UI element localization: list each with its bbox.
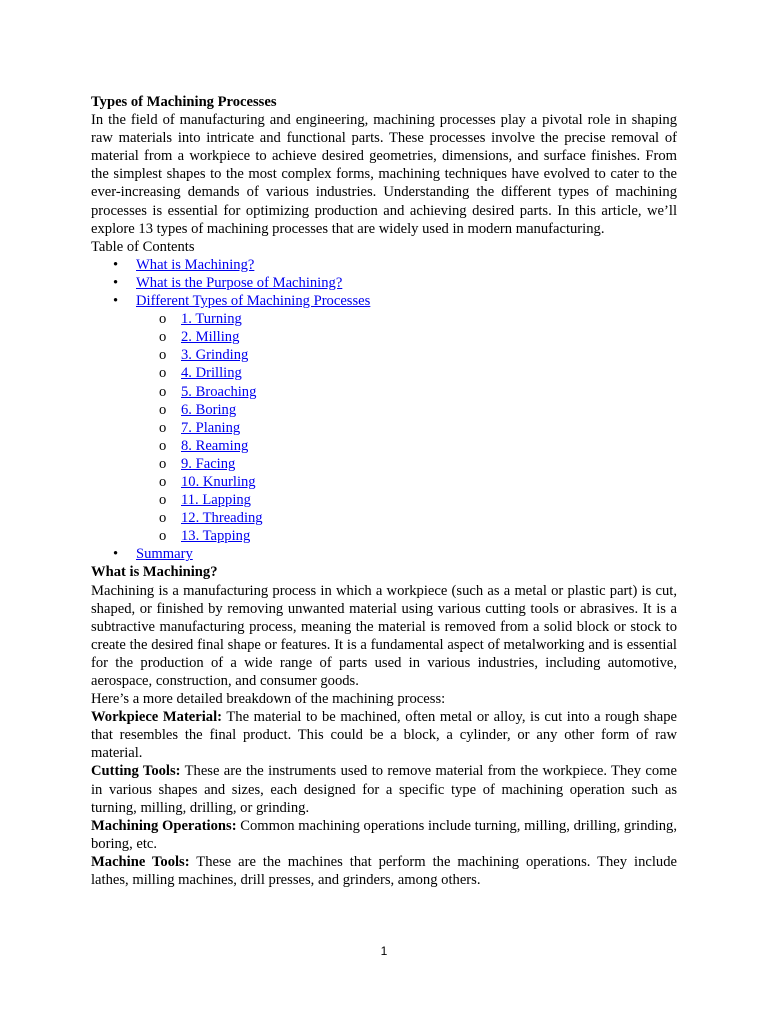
toc-link-threading[interactable]: 12. Threading — [181, 510, 263, 527]
toc-link-types[interactable]: Different Types of Machining Processes — [136, 293, 371, 310]
definition-text: The material to be machined, often metal or alloy, is cut into a rough shape that resembles the final product. This could be a block, a cylinder, or any other form of raw material. — [91, 709, 677, 762]
toc-link-knurling[interactable]: 10. Knurling — [181, 473, 256, 490]
section-heading: What is Machining? — [91, 564, 218, 581]
toc-sub-item — [136, 364, 677, 382]
toc-sub-item — [136, 491, 677, 509]
definition-term: Machine Tools: — [91, 853, 190, 870]
toc-item — [91, 545, 677, 563]
toc-sub-item — [136, 346, 677, 364]
toc-sub-item — [136, 328, 677, 346]
toc-sub-item — [136, 310, 677, 328]
bullet-icon: • — [113, 293, 119, 310]
toc-label: Table of Contents — [91, 238, 195, 255]
page-number: 1 — [380, 944, 388, 958]
definition-term: Workpiece Material: — [91, 709, 223, 726]
definition-term: Machining Operations: — [91, 817, 237, 834]
toc-sub-list — [91, 310, 677, 545]
toc-item — [91, 292, 677, 310]
toc-link-drilling[interactable]: 4. Drilling — [181, 365, 242, 382]
toc-link-boring[interactable]: 6. Boring — [181, 401, 237, 418]
toc-sub-item — [136, 455, 677, 473]
sub-bullet-icon: o — [159, 492, 167, 509]
table-of-contents — [91, 256, 677, 310]
toc-link-turning[interactable]: 1. Turning — [181, 311, 242, 328]
document-page — [91, 93, 677, 889]
toc-link-reaming[interactable]: 8. Reaming — [181, 437, 249, 454]
table-of-contents-end — [91, 545, 677, 563]
definition-machining-operations — [91, 817, 677, 853]
definition-text: These are the instruments used to remove material from the workpiece. They come in various shapes and sizes, each designed for a specific type of machining operation such as turning, milling, drilling, or grinding. — [91, 763, 677, 816]
sub-bullet-icon: o — [159, 473, 167, 490]
toc-sub-item — [136, 527, 677, 545]
toc-link-purpose[interactable]: What is the Purpose of Machining? — [136, 274, 343, 291]
definition-text: Common machining operations include turning, milling, drilling, grinding, boring, etc. — [91, 817, 677, 852]
sub-bullet-icon: o — [159, 510, 167, 527]
toc-item — [91, 274, 677, 292]
toc-link-broaching[interactable]: 5. Broaching — [181, 383, 257, 400]
toc-sub-item — [136, 419, 677, 437]
sub-bullet-icon: o — [159, 528, 167, 545]
toc-link-facing[interactable]: 9. Facing — [181, 455, 236, 472]
bullet-icon: • — [113, 546, 119, 563]
sub-bullet-icon: o — [159, 329, 167, 346]
sub-bullet-icon: o — [159, 383, 167, 400]
sub-bullet-icon: o — [159, 401, 167, 418]
definition-text: These are the machines that perform the machining operations. They include lathes, milling machines, drill presses, and grinders, among others. — [91, 853, 678, 889]
toc-sub-item — [136, 509, 677, 527]
bullet-icon: • — [113, 274, 119, 291]
sub-bullet-icon: o — [159, 347, 167, 364]
toc-link-lapping[interactable]: 11. Lapping — [181, 492, 251, 509]
sub-bullet-icon: o — [159, 365, 167, 382]
toc-sub-item — [136, 437, 677, 455]
definition-cutting-tools — [91, 762, 677, 816]
bullet-icon: • — [113, 256, 119, 273]
sub-bullet-icon: o — [159, 437, 167, 454]
toc-link-grinding[interactable]: 3. Grinding — [181, 347, 249, 364]
intro-paragraph: In the field of manufacturing and engineering, machining processes play a pivotal role in shaping raw materials into intricate and functional parts. These processes involve the precise removal of material from a workpiece to achieve desired geometries, dimensions, and surface finishes. From the simplest shapes to the most complex forms, machining techniques have evolved to cater to the ever-increasing demands of various industries. Understanding the different types of machining processes is essential for optimizing production and achieving desired parts. In this article, we’ll explore 13 types of machining processes that are widely used in modern manufacturing. — [91, 112, 677, 237]
toc-sub-item — [136, 473, 677, 491]
breakdown-intro: Here’s a more detailed breakdown of the machining process: — [91, 691, 446, 708]
sub-bullet-icon: o — [159, 419, 167, 436]
toc-link-milling[interactable]: 2. Milling — [181, 329, 240, 346]
definition-workpiece — [91, 708, 677, 762]
section-paragraph: Machining is a manufacturing process in which a workpiece (such as a metal or plastic part) is cut, shaped, or finished by removing unwanted material using various cutting tools or abrasives. It is a subtractive manufacturing process, meaning the material is removed from a solid block or stock to create the desired final shape or features. It is a fundamental aspect of metalworking and is essential for the production of a wide range of parts used in various industries, including automotive, aerospace, construction, and consumer goods. — [91, 582, 677, 689]
toc-link-what-is-machining[interactable]: What is Machining? — [136, 256, 255, 273]
toc-item — [91, 256, 677, 274]
toc-link-summary[interactable]: Summary — [136, 546, 193, 563]
definition-term: Cutting Tools: — [91, 763, 181, 780]
sub-bullet-icon: o — [159, 455, 167, 472]
toc-sub-item — [136, 401, 677, 419]
definition-machine-tools — [91, 853, 677, 889]
toc-sub-item — [136, 383, 677, 401]
sub-bullet-icon: o — [159, 311, 167, 328]
toc-link-planing[interactable]: 7. Planing — [181, 419, 241, 436]
toc-link-tapping[interactable]: 13. Tapping — [181, 528, 251, 545]
document-title: Types of Machining Processes — [91, 94, 277, 110]
